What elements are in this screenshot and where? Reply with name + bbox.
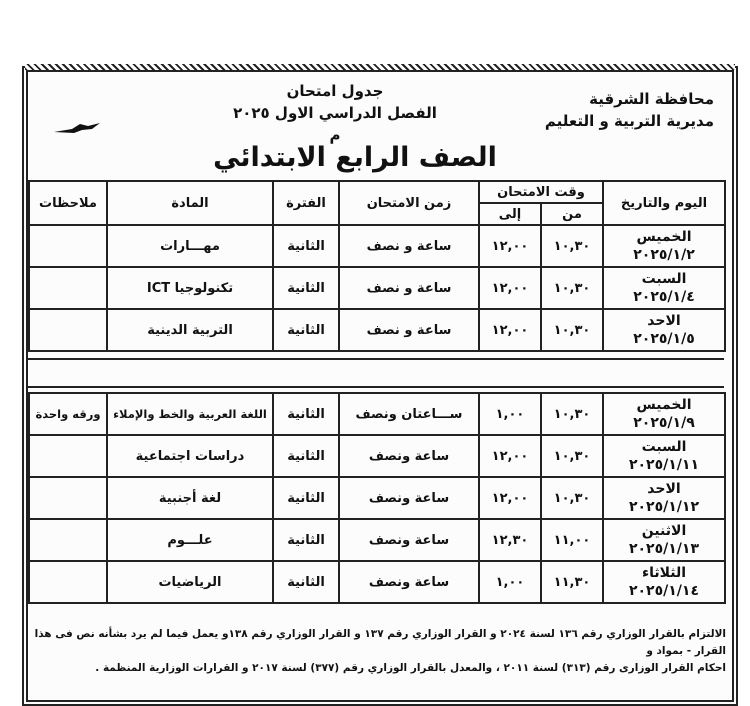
table-row	[29, 393, 725, 435]
bird-logo-icon	[52, 120, 102, 136]
to-cell: ١٢,٠٠	[479, 435, 541, 477]
notes-cell	[29, 267, 107, 309]
subject-cell: تكنولوجيا ICT	[107, 267, 273, 309]
to-cell: ١٢,٠٠	[479, 267, 541, 309]
term-label: الفصل الدراسي الاول ٢٠٢٥ م	[233, 104, 437, 144]
day-date-cell: الاحد ٢٠٢٥/١/٥	[603, 309, 725, 351]
period-cell: الثانية	[273, 435, 339, 477]
schedule-title: جدول امتحان	[286, 82, 384, 100]
subject-cell: الرياضيات	[107, 561, 273, 603]
schedule-table-week2	[28, 392, 726, 604]
subject-cell: مهـــارات	[107, 225, 273, 267]
duration-cell: ساعة و نصف	[339, 309, 479, 351]
duration-cell: ساعة و نصف	[339, 267, 479, 309]
schedule-table-week1	[28, 180, 726, 352]
from-cell: ١٠,٣٠	[541, 267, 603, 309]
from-cell: ١٠,٣٠	[541, 225, 603, 267]
period-cell: الثانية	[273, 519, 339, 561]
duration-cell: ساعة ونصف	[339, 477, 479, 519]
period-cell: الثانية	[273, 561, 339, 603]
table-row	[29, 267, 725, 309]
day-date-cell: الاثنين ٢٠٢٥/١/١٣	[603, 519, 725, 561]
period-cell: الثانية	[273, 477, 339, 519]
to-cell: ١٢,٠٠	[479, 477, 541, 519]
notes-cell	[29, 225, 107, 267]
period-cell: الثانية	[273, 225, 339, 267]
period-cell: الثانية	[273, 267, 339, 309]
table-separator	[28, 358, 724, 388]
notes-cell	[29, 309, 107, 351]
from-cell: ١٠,٣٠	[541, 393, 603, 435]
duration-cell: ساعة ونصف	[339, 519, 479, 561]
from-cell: ١٠,٣٠	[541, 309, 603, 351]
day-date-cell: الخميس ٢٠٢٥/١/٢	[603, 225, 725, 267]
subject-cell: علـــوم	[107, 519, 273, 561]
table-row	[29, 225, 725, 267]
footer-line-2: احكام القرار الوزارى رقم (٣١٣) لسنة ٢٠١١ ، والمعدل بالقرار الوزاري رقم (٣٧٧) لسنة ٢٠١٧ و القرارات الوزارية المنظمة .	[95, 662, 726, 674]
subject-cell: التربية الدينية	[107, 309, 273, 351]
period-cell: الثانية	[273, 393, 339, 435]
header-title-block	[230, 80, 440, 146]
day-date-cell: الخميس ٢٠٢٥/١/٩	[603, 393, 725, 435]
duration-cell: ساعة و نصف	[339, 225, 479, 267]
day-date-cell: الثلاثاء ٢٠٢٥/١/١٤	[603, 561, 725, 603]
day-date-cell: الاحد ٢٠٢٥/١/١٢	[603, 477, 725, 519]
period-cell: الثانية	[273, 309, 339, 351]
to-cell: ١,٠٠	[479, 393, 541, 435]
notes-cell	[29, 477, 107, 519]
col-header-to: إلى	[479, 203, 541, 225]
from-cell: ١١,٣٠	[541, 561, 603, 603]
footer-line-1: الالتزام بالقرار الوزاري رقم ١٣٦ لسنة ٢٠٢٤ و القرار الوزاري رقم ١٣٧ و القرار الوزاري رقم ١٣٨و يعمل فيما لم يرد بشأنه نص فى هذا القرار - بمواد و	[34, 628, 726, 657]
duration-cell: ساعة ونصف	[339, 435, 479, 477]
day-date-cell: السبت ٢٠٢٥/١/٤	[603, 267, 725, 309]
governorate-label: محافظة الشرقية	[589, 90, 714, 108]
duration-cell: ساعة ونصف	[339, 561, 479, 603]
footer-notes	[16, 626, 726, 677]
col-header-exam-time: وقت الامتحان	[479, 181, 603, 203]
col-header-day-date: اليوم والتاريخ	[603, 181, 725, 225]
col-header-notes: ملاحظات	[29, 181, 107, 225]
table-row	[29, 477, 725, 519]
col-header-from: من	[541, 203, 603, 225]
header-authority	[545, 88, 714, 132]
notes-cell	[29, 435, 107, 477]
notes-cell	[29, 561, 107, 603]
to-cell: ١٢,٣٠	[479, 519, 541, 561]
to-cell: ١,٠٠	[479, 561, 541, 603]
col-header-duration: زمن الامتحان	[339, 181, 479, 225]
grade-heading: الصف الرابع الابتدائي	[213, 142, 497, 173]
table-row	[29, 435, 725, 477]
to-cell: ١٢,٠٠	[479, 225, 541, 267]
day-date-cell: السبت ٢٠٢٥/١/١١	[603, 435, 725, 477]
notes-cell: ورقه واحدة	[29, 393, 107, 435]
subject-cell: دراسات اجتماعية	[107, 435, 273, 477]
directorate-label: مديرية التربية و التعليم	[544, 112, 714, 130]
table-row	[29, 561, 725, 603]
subject-cell: اللغة العربية والخط والإملاء	[107, 393, 273, 435]
duration-cell: ســـاعتان ونصف	[339, 393, 479, 435]
from-cell: ١٠,٣٠	[541, 477, 603, 519]
from-cell: ١١,٠٠	[541, 519, 603, 561]
table-row	[29, 309, 725, 351]
from-cell: ١٠,٣٠	[541, 435, 603, 477]
subject-cell: لغة أجنبية	[107, 477, 273, 519]
col-header-subject: المادة	[107, 181, 273, 225]
to-cell: ١٢,٠٠	[479, 309, 541, 351]
col-header-period: الفترة	[273, 181, 339, 225]
notes-cell	[29, 519, 107, 561]
table-row	[29, 519, 725, 561]
